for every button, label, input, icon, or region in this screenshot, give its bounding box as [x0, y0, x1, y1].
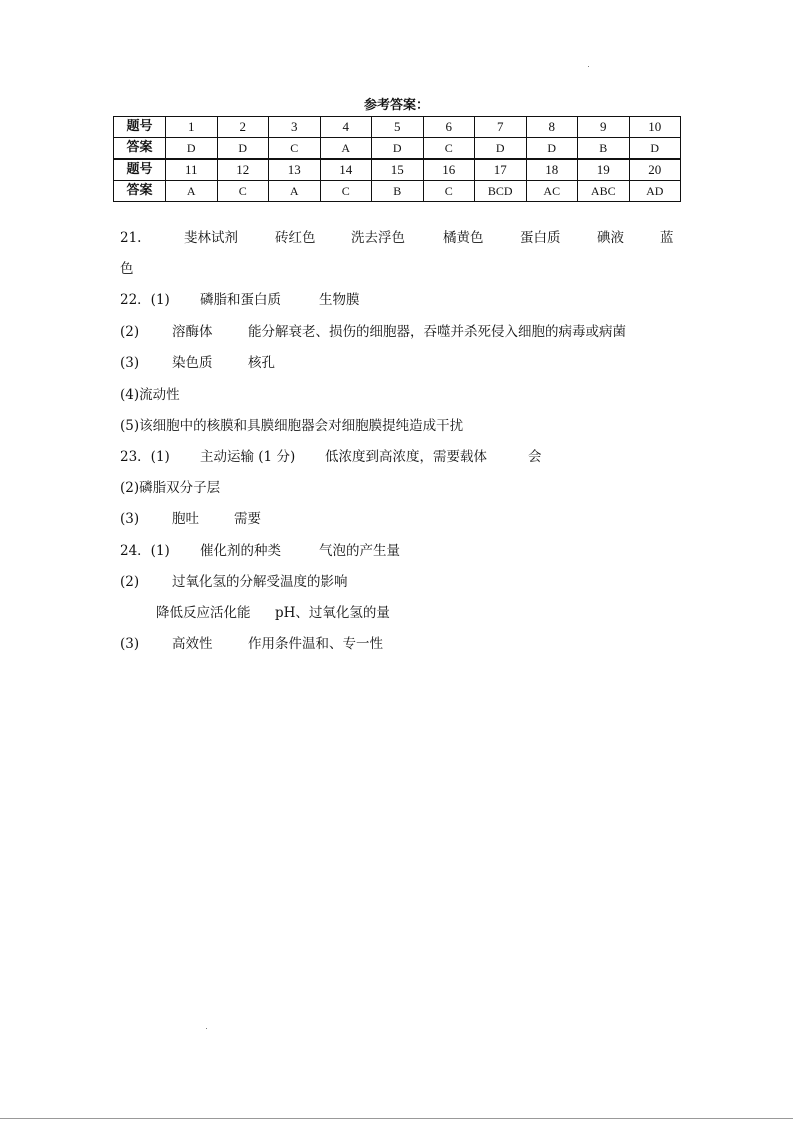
page-bottom-edge — [0, 1118, 793, 1119]
q21-answer-1: 斐林试剂 — [184, 230, 238, 246]
answer-cell: AC — [526, 181, 578, 202]
q21-answer-6: 碘液 — [597, 230, 624, 246]
answer-cell: C — [269, 138, 321, 160]
answer-cell: D — [475, 138, 527, 160]
answer-cell: B — [578, 138, 630, 160]
question-number-cell: 3 — [269, 117, 321, 138]
q22-p3-answer-a: 染色质 — [172, 355, 213, 371]
question-number-cell: 14 — [320, 159, 372, 181]
question-number-cell: 16 — [423, 159, 475, 181]
q21-answer-5: 蛋白质 — [520, 230, 561, 246]
answer-cell: D — [166, 138, 218, 160]
q23-p2-text: (2)磷脂双分子层 — [120, 480, 221, 496]
q21-answer-2: 砖红色 — [275, 230, 316, 246]
question-number-cell: 2 — [217, 117, 269, 138]
answer-cell: D — [217, 138, 269, 160]
page-title: 参考答案： — [363, 98, 429, 113]
answer-table-row-label: 答案 — [114, 181, 166, 202]
question-number-cell: 15 — [372, 159, 424, 181]
answer-cell: C — [423, 138, 475, 160]
answer-cell: D — [526, 138, 578, 160]
q23-p3-number: (3) — [120, 511, 140, 527]
top-dot-mark — [588, 66, 589, 67]
answer-table-row — [114, 159, 681, 181]
q21-answer-7-cont: 色 — [120, 261, 134, 277]
q24-p1-number: 24．(1) — [120, 543, 170, 559]
answer-cell: C — [217, 181, 269, 202]
q22-p3-number: (3) — [120, 355, 140, 371]
q23-p3-answer-a: 胞吐 — [172, 511, 199, 527]
answer-table-row-label: 答案 — [114, 138, 166, 160]
answer-cell: B — [372, 181, 424, 202]
q22-p1-answer-a: 磷脂和蛋白质 — [200, 292, 281, 308]
question-number-cell: 1 — [166, 117, 218, 138]
question-number-cell: 5 — [372, 117, 424, 138]
answer-cell: D — [629, 138, 681, 160]
question-number-cell: 12 — [217, 159, 269, 181]
q22-p1-answer-b: 生物膜 — [319, 292, 360, 308]
q23-p1-answer-a: 主动运输 (1 分) — [200, 449, 296, 465]
q24-p2-answer-b: 降低反应活化能 — [156, 605, 251, 621]
answer-table-row — [114, 117, 681, 138]
answer-cell: C — [320, 181, 372, 202]
question-number-cell: 17 — [475, 159, 527, 181]
q22-p3-answer-b: 核孔 — [248, 355, 275, 371]
answer-table-row-label: 题号 — [114, 159, 166, 181]
answer-table — [113, 116, 681, 202]
answer-table-row-label: 题号 — [114, 117, 166, 138]
answer-cell: D — [372, 138, 424, 160]
q22-p2-answer-b: 能分解衰老、损伤的细胞器，吞噬并杀死侵入细胞的病毒或病菌 — [248, 324, 626, 340]
q24-p1-answer-a: 催化剂的种类 — [200, 543, 281, 559]
q24-p3-answer-a: 高效性 — [172, 636, 213, 652]
answer-cell: A — [166, 181, 218, 202]
question-number-cell: 7 — [475, 117, 527, 138]
bottom-dot-mark — [206, 1028, 207, 1029]
answer-cell: ABC — [578, 181, 630, 202]
q22-p4-text: (4)流动性 — [120, 387, 180, 403]
answer-table-row — [114, 181, 681, 202]
answer-cell: A — [269, 181, 321, 202]
question-number-cell: 19 — [578, 159, 630, 181]
q24-p1-answer-b: 气泡的产生量 — [319, 543, 400, 559]
q24-p3-number: (3) — [120, 636, 140, 652]
q21-answer-4: 橘黄色 — [443, 230, 484, 246]
question-number-cell: 13 — [269, 159, 321, 181]
q22-p2-answer-a: 溶酶体 — [172, 324, 213, 340]
q22-p2-number: (2) — [120, 324, 140, 340]
question-number-cell: 10 — [629, 117, 681, 138]
q21-answer-7: 蓝 — [660, 230, 674, 246]
q24-p2-answer-a: 过氧化氢的分解受温度的影响 — [172, 574, 348, 590]
question-number-cell: 8 — [526, 117, 578, 138]
q23-p1-answer-b: 低浓度到高浓度，需要载体 — [325, 449, 487, 465]
question-number-cell: 6 — [423, 117, 475, 138]
q21-number: 21. — [120, 230, 142, 246]
question-number-cell: 4 — [320, 117, 372, 138]
q24-p2-answer-c: pH、过氧化氢的量 — [275, 605, 390, 621]
answer-cell: A — [320, 138, 372, 160]
question-number-cell: 18 — [526, 159, 578, 181]
answer-cell: AD — [629, 181, 681, 202]
answer-cell: BCD — [475, 181, 527, 202]
q24-p2-number: (2) — [120, 574, 140, 590]
q21-answer-3: 洗去浮色 — [351, 230, 405, 246]
question-number-cell: 20 — [629, 159, 681, 181]
answer-table-row — [114, 138, 681, 160]
q23-p1-answer-c: 会 — [528, 449, 542, 465]
q22-p1-number: 22．(1) — [120, 292, 170, 308]
q23-p3-answer-b: 需要 — [234, 511, 261, 527]
question-number-cell: 9 — [578, 117, 630, 138]
q22-p5-text: (5)该细胞中的核膜和具膜细胞器会对细胞膜提纯造成干扰 — [120, 418, 464, 434]
q24-p3-answer-b: 作用条件温和、专一性 — [248, 636, 383, 652]
question-number-cell: 11 — [166, 159, 218, 181]
q23-p1-number: 23．(1) — [120, 449, 170, 465]
answer-cell: C — [423, 181, 475, 202]
